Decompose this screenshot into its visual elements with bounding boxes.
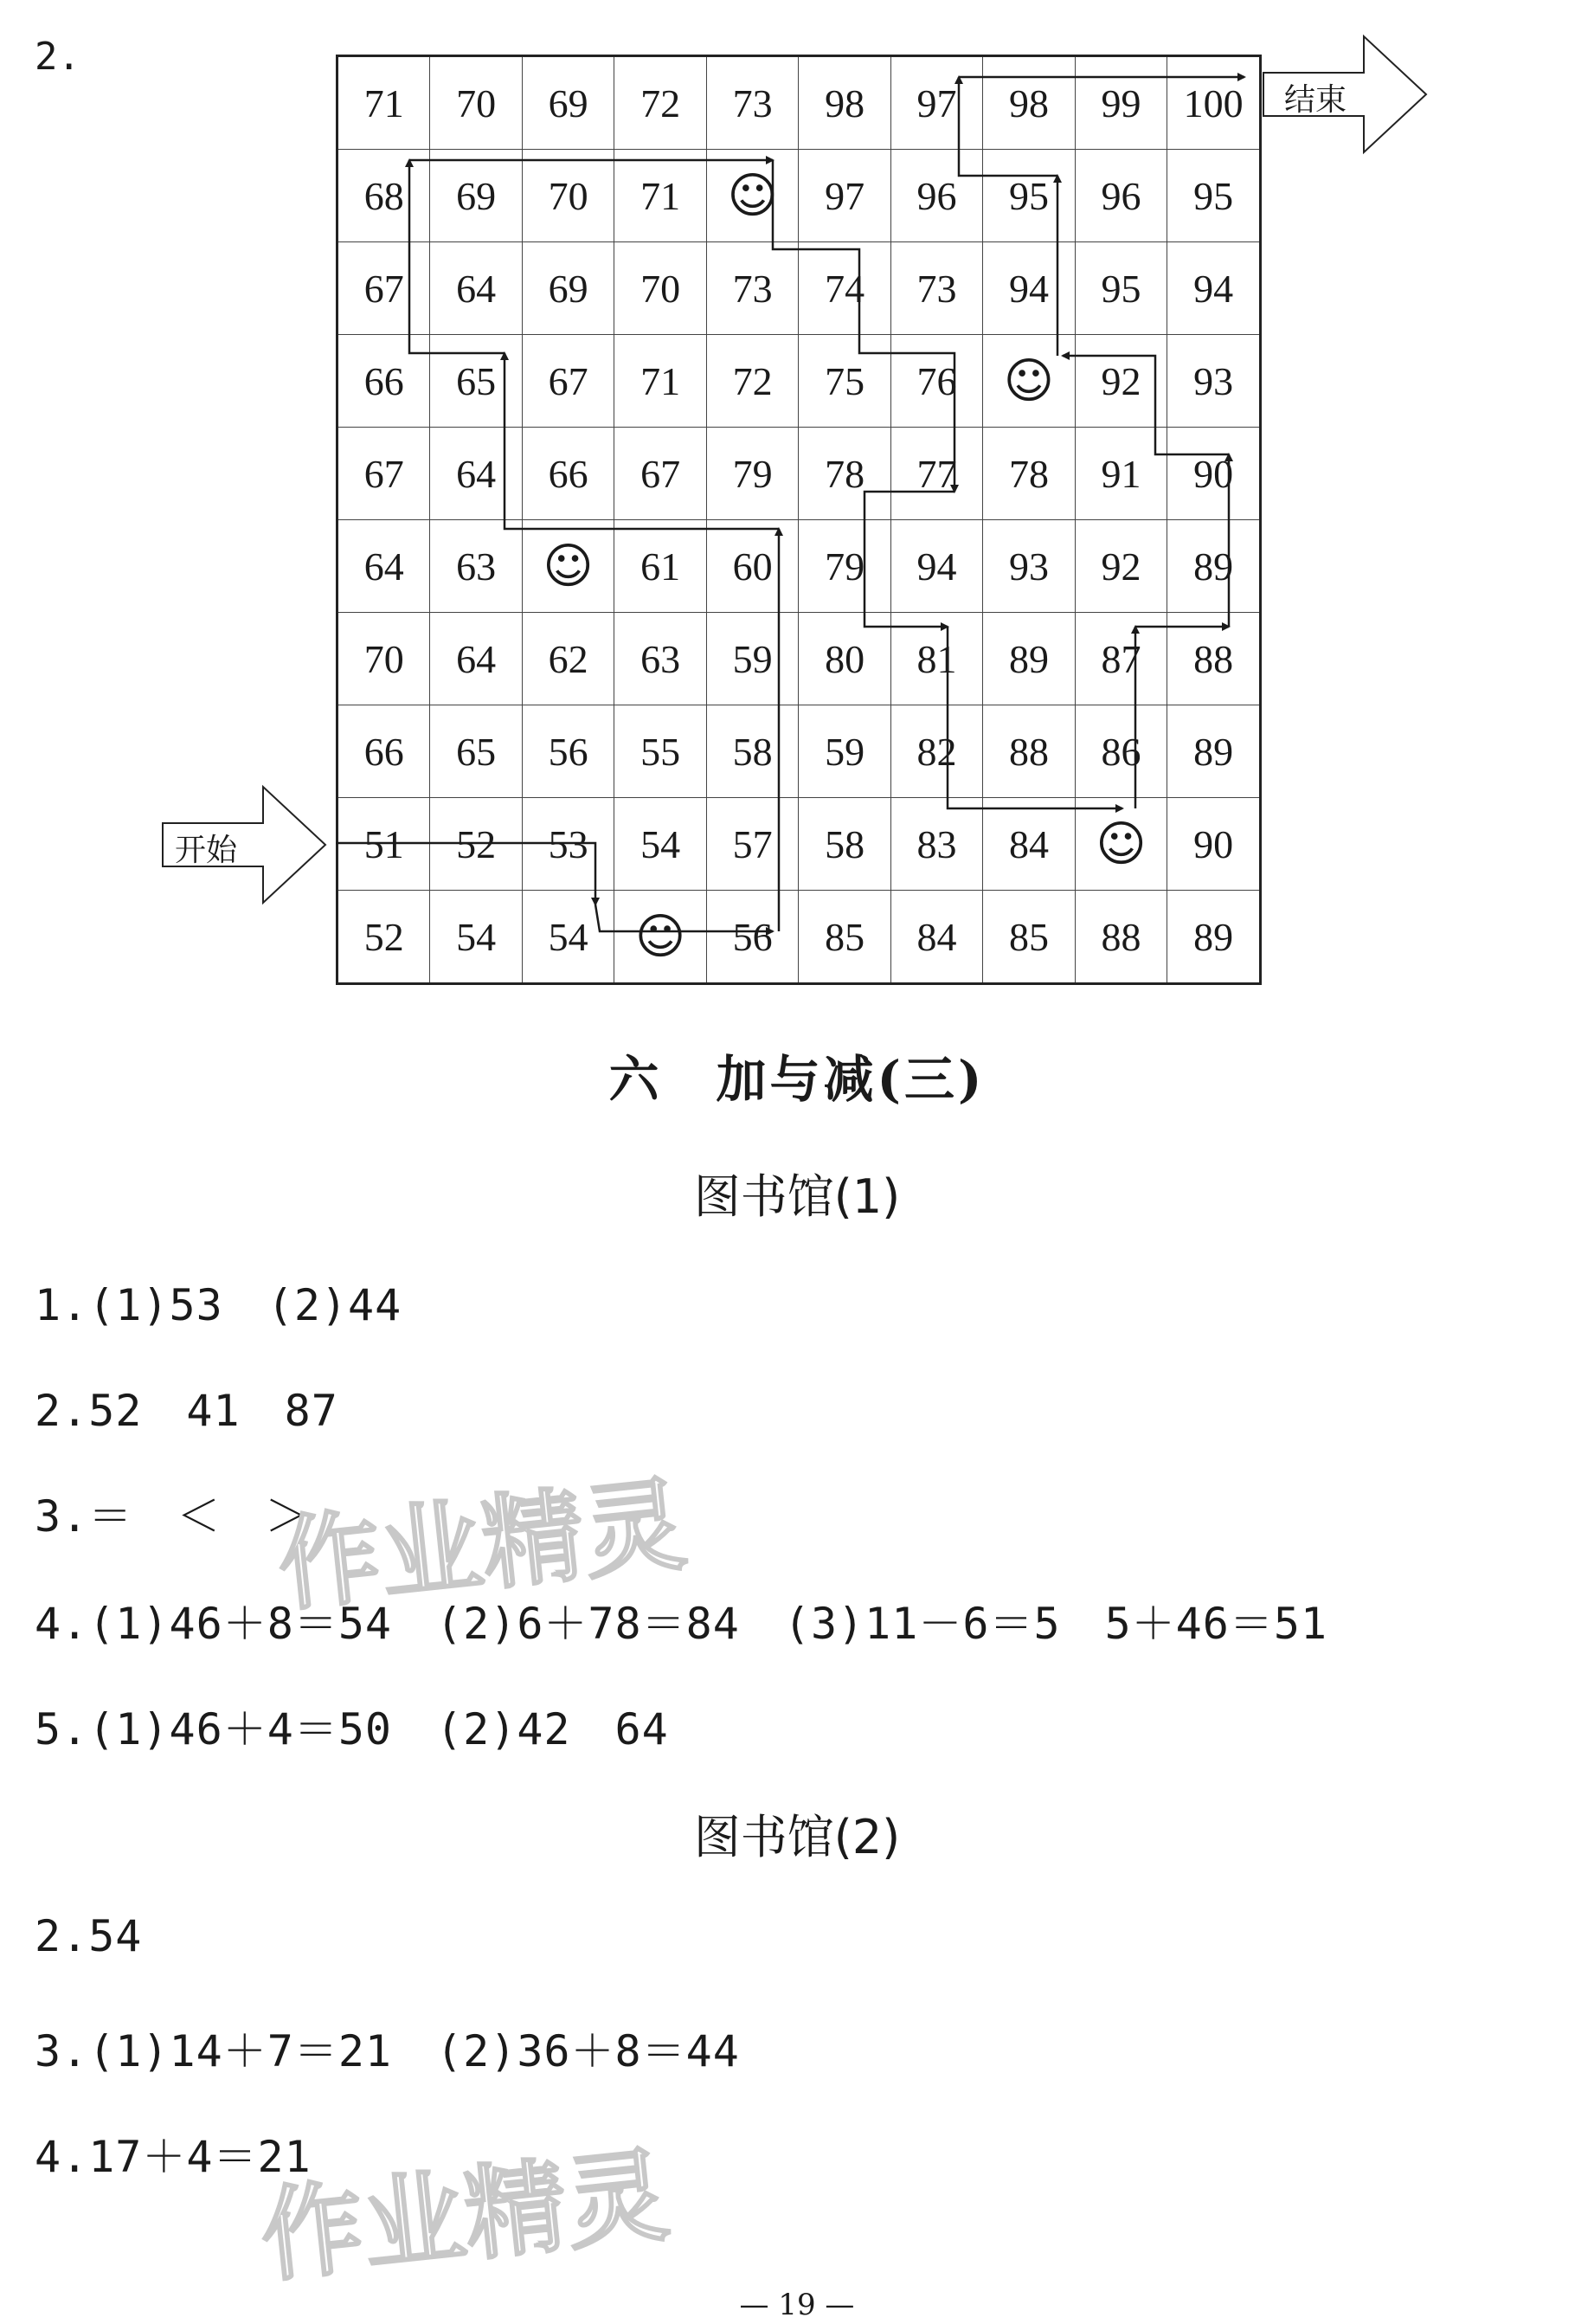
grid-cell: 81 <box>890 613 982 705</box>
smiley-icon: ☺ <box>1075 798 1167 891</box>
question-number: 2. <box>35 35 80 79</box>
page-number: — 19 — <box>739 2288 855 2322</box>
grid-cell: 100 <box>1167 56 1261 150</box>
grid-cell: 90 <box>1167 428 1261 520</box>
grid-cell: 94 <box>1167 242 1261 335</box>
grid-cell: 66 <box>337 335 430 428</box>
grid-cell: 65 <box>430 335 522 428</box>
path-segment <box>595 904 773 931</box>
grid-cell: 58 <box>706 705 799 798</box>
grid-cell: 54 <box>614 798 707 891</box>
answer-line: 1.(1)53 (2)44 <box>35 1280 402 1330</box>
grid-cell: 93 <box>983 520 1076 613</box>
grid-cell: 69 <box>522 56 614 150</box>
grid-cell: 56 <box>522 705 614 798</box>
grid-cell: 94 <box>890 520 982 613</box>
smiley-icon: ☺ <box>983 335 1076 428</box>
number-maze <box>336 55 1262 981</box>
smiley-icon: ☺ <box>522 520 614 613</box>
grid-cell: 88 <box>983 705 1076 798</box>
maze-path <box>336 55 1262 981</box>
grid-cell: 67 <box>337 242 430 335</box>
grid-cell: 65 <box>430 705 522 798</box>
grid-cell: 67 <box>614 428 707 520</box>
grid-cell: 64 <box>430 613 522 705</box>
grid-cell: 70 <box>614 242 707 335</box>
grid-cell: 51 <box>337 798 430 891</box>
grid-cell: 93 <box>1167 335 1261 428</box>
watermark: 作业精灵 <box>255 2134 674 2297</box>
grid-cell: 90 <box>1167 798 1261 891</box>
subsection-title-1: 图书馆(1) <box>693 1169 901 1224</box>
grid-cell: 72 <box>614 56 707 150</box>
grid-cell: 92 <box>1075 520 1167 613</box>
grid-cell: 99 <box>1075 56 1167 150</box>
grid-cell: 73 <box>706 56 799 150</box>
grid-cell: 94 <box>983 242 1076 335</box>
path-segment <box>959 77 1057 176</box>
grid-cell: 73 <box>890 242 982 335</box>
grid-cell: 54 <box>430 891 522 984</box>
answer-line: 2.54 <box>35 1911 143 1961</box>
grid-cell: 89 <box>1167 891 1261 984</box>
grid-cell: 76 <box>890 335 982 428</box>
path-segment <box>336 843 595 904</box>
grid-cell: 61 <box>614 520 707 613</box>
grid-cell: 82 <box>890 705 982 798</box>
grid-cell: 58 <box>799 798 890 891</box>
grid-cell: 66 <box>337 705 430 798</box>
answer-line: 3.＝ ＜ ＞ <box>35 1491 310 1542</box>
grid-cell: 55 <box>614 705 707 798</box>
grid-cell: 73 <box>706 242 799 335</box>
grid-cell: 63 <box>430 520 522 613</box>
grid-cell: 69 <box>430 150 522 242</box>
section-title: 六 加与减(三) <box>608 1050 986 1109</box>
grid-cell: 52 <box>337 891 430 984</box>
grid-cell: 52 <box>430 798 522 891</box>
grid-cell: 67 <box>522 335 614 428</box>
grid-cell: 78 <box>983 428 1076 520</box>
grid-cell: 96 <box>1075 150 1167 242</box>
grid-cell: 70 <box>337 613 430 705</box>
grid-cell: 97 <box>890 56 982 150</box>
grid-cell: 96 <box>890 150 982 242</box>
grid-cell: 87 <box>1075 613 1167 705</box>
grid-cell: 64 <box>430 428 522 520</box>
grid-cell: 79 <box>706 428 799 520</box>
grid-cell: 91 <box>1075 428 1167 520</box>
grid-cell: 86 <box>1075 705 1167 798</box>
grid-cell: 77 <box>890 428 982 520</box>
grid-cell: 92 <box>1075 335 1167 428</box>
grid-cell: 95 <box>983 150 1076 242</box>
grid-cell: 89 <box>1167 520 1261 613</box>
answer-line: 4.(1)46＋8＝54 (2)6＋78＝84 (3)11－6＝5 5＋46＝51 <box>35 1599 1328 1649</box>
grid-cell: 64 <box>430 242 522 335</box>
answer-line: 2.52 41 87 <box>35 1386 338 1436</box>
grid-cell: 57 <box>706 798 799 891</box>
grid-cell: 66 <box>522 428 614 520</box>
path-segment <box>505 353 779 529</box>
grid-cell: 64 <box>337 520 430 613</box>
grid-cell: 54 <box>522 891 614 984</box>
grid-cell: 89 <box>983 613 1076 705</box>
grid-cell: 68 <box>337 150 430 242</box>
grid-cell: 89 <box>1167 705 1261 798</box>
grid-cell: 59 <box>706 613 799 705</box>
smiley-icon: ☺ <box>614 891 707 984</box>
grid-cell: 88 <box>1075 891 1167 984</box>
grid-cell: 71 <box>614 150 707 242</box>
answer-line: 4.17＋4＝21 <box>35 2132 312 2182</box>
grid-cell: 70 <box>522 150 614 242</box>
path-segment <box>864 492 954 627</box>
grid-cell: 59 <box>799 705 890 798</box>
grid-cell: 79 <box>799 520 890 613</box>
start-label: 开始 <box>175 833 238 868</box>
answer-line: 3.(1)14＋7＝21 (2)36＋8＝44 <box>35 2026 740 2076</box>
path-segment <box>948 627 1122 808</box>
grid-cell: 78 <box>799 428 890 520</box>
path-segment <box>409 160 505 353</box>
grid-cell: 83 <box>890 798 982 891</box>
answer-line: 5.(1)46＋4＝50 (2)42 64 <box>35 1704 669 1754</box>
smiley-icon: ☺ <box>706 150 799 242</box>
grid-cell: 71 <box>614 335 707 428</box>
grid-cell: 85 <box>799 891 890 984</box>
grid-cell: 63 <box>614 613 707 705</box>
grid-cell: 85 <box>983 891 1076 984</box>
grid-cell: 69 <box>522 242 614 335</box>
end-label: 结束 <box>1284 82 1347 118</box>
watermark: 作业精灵 <box>273 1464 691 1626</box>
grid-cell: 84 <box>890 891 982 984</box>
grid-cell: 72 <box>706 335 799 428</box>
grid-cell: 71 <box>337 56 430 150</box>
grid-cell: 70 <box>430 56 522 150</box>
grid-cell: 88 <box>1167 613 1261 705</box>
grid-cell: 97 <box>799 150 890 242</box>
grid-cell: 62 <box>522 613 614 705</box>
subsection-title-2: 图书馆(2) <box>693 1810 901 1864</box>
grid-cell: 95 <box>1167 150 1261 242</box>
grid-cell: 75 <box>799 335 890 428</box>
grid-cell: 84 <box>983 798 1076 891</box>
grid-cell: 53 <box>522 798 614 891</box>
path-segment <box>773 160 954 492</box>
grid-cell: 74 <box>799 242 890 335</box>
grid-cell: 80 <box>799 613 890 705</box>
grid-cell: 67 <box>337 428 430 520</box>
grid-cell: 60 <box>706 520 799 613</box>
grid-cell: 98 <box>983 56 1076 150</box>
grid-cell: 98 <box>799 56 890 150</box>
path-segment <box>1063 356 1229 454</box>
grid-cell: 95 <box>1075 242 1167 335</box>
grid-cell: 56 <box>706 891 799 984</box>
